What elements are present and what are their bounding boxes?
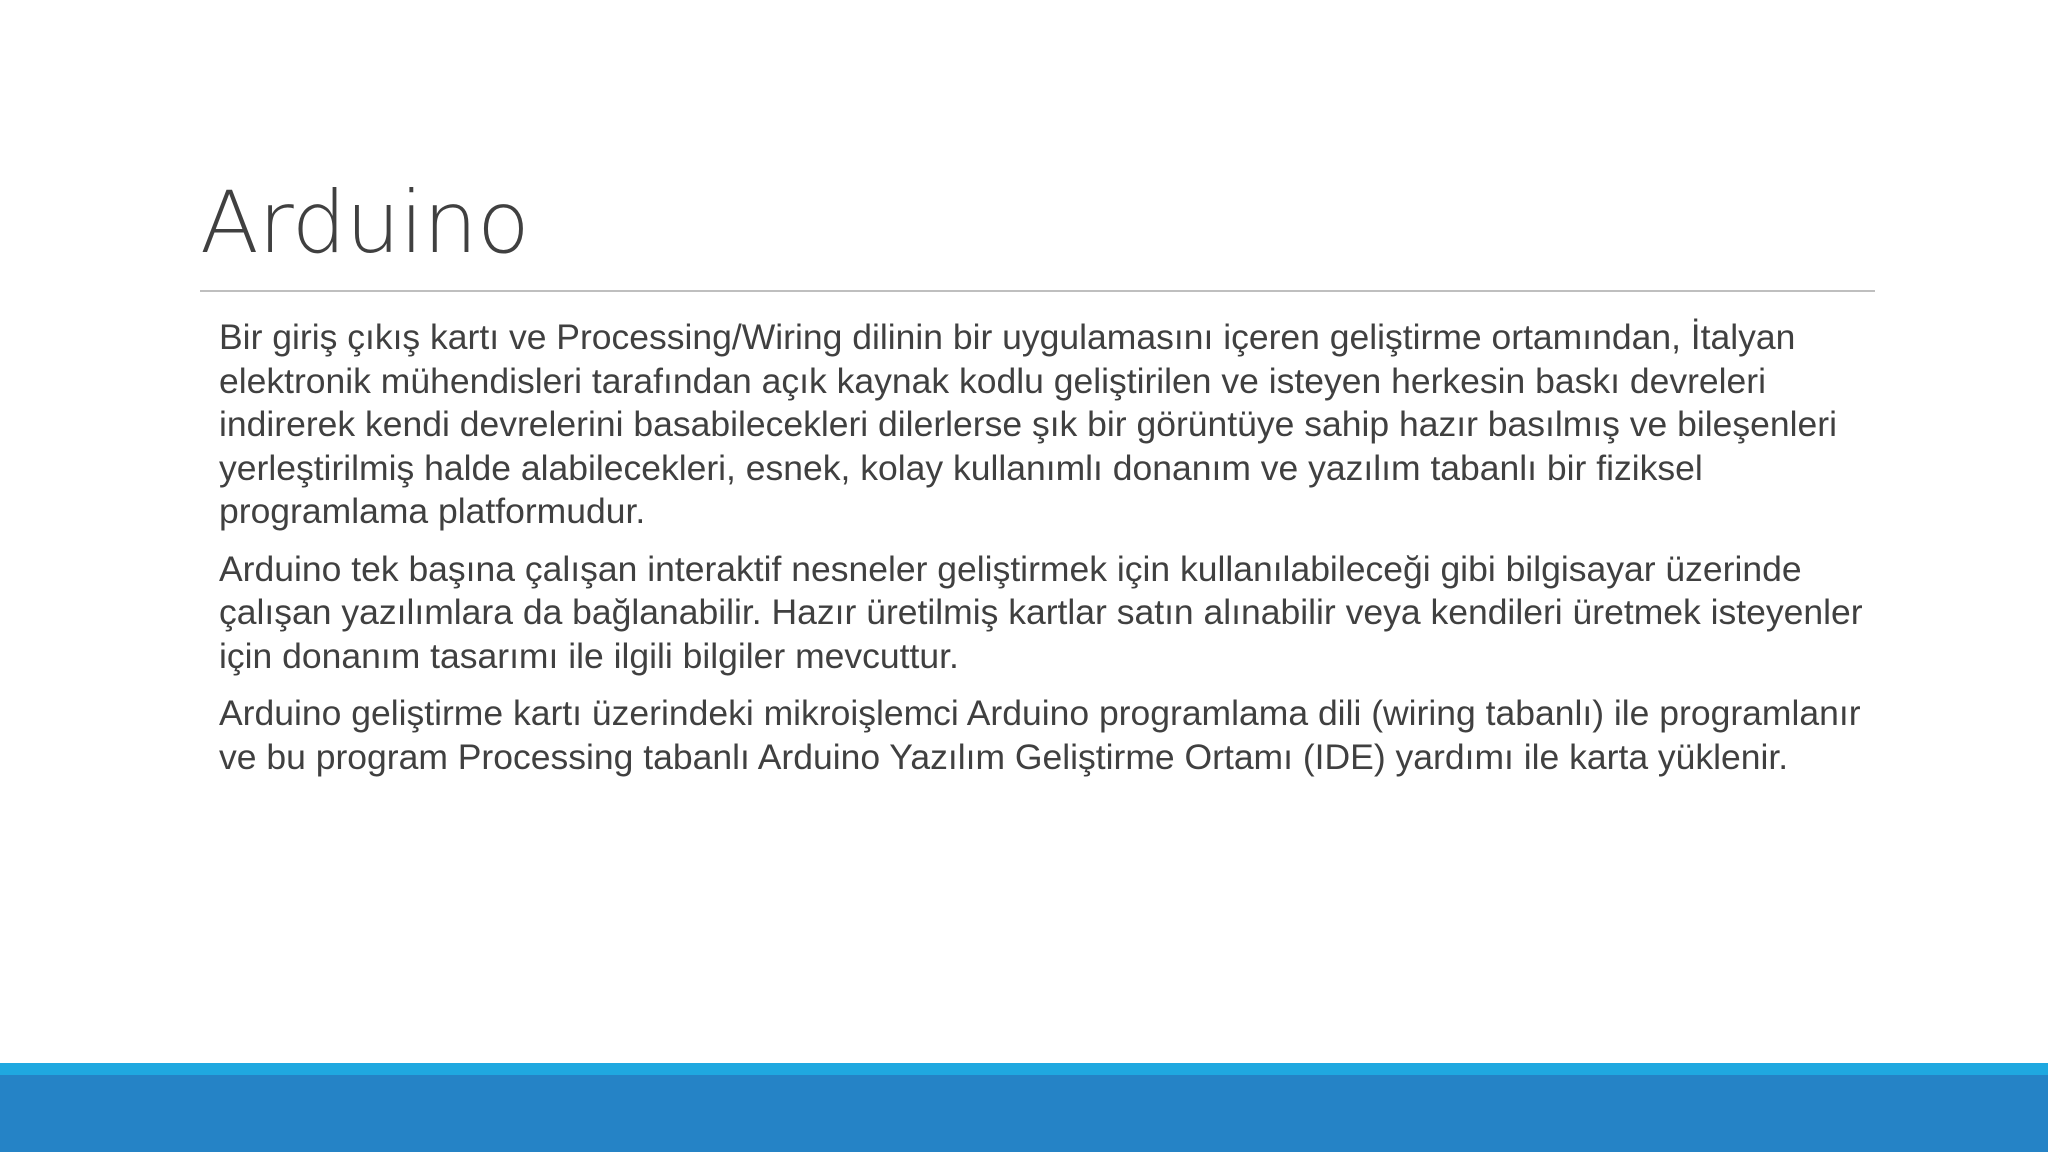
slide-title: Arduino	[200, 173, 530, 273]
footer-accent-stripe	[0, 1063, 2048, 1075]
body-paragraph-3: Arduino geliştirme kartı üzerindeki mikroişlemci Arduino programlama dili (wiring tabanlı) ile programlanır ve bu program Processing tabanlı Arduino Yazılım Geliştirme Ortamı (IDE) yardımı ile karta yüklenir.	[219, 693, 1861, 777]
title-divider	[200, 290, 1875, 292]
body-paragraph-1: Bir giriş çıkış kartı ve Processing/Wiring dilinin bir uygulamasını içeren geliştirme ortamından, İtalyan elektronik mühendisleri tarafından açık kaynak kodlu geliştirilen ve isteyen herkesin baskı devreleri indirerek kendi devrelerini basabilecekleri dilerlerse şık bir görüntüye sahip hazır basılmış ve bileşenleri yerleştirilmiş halde alabilecekleri, esnek, kolay kullanımlı donanım ve yazılım tabanlı bir fiziksel programlama platformudur.	[219, 317, 1837, 531]
body-paragraph-2: Arduino tek başına çalışan interaktif nesneler geliştirmek için kullanılabileceği gibi bilgisayar üzerinde çalışan yazılımlara da bağlanabilir. Hazır üretilmiş kartlar satın alınabilir veya kendileri üretmek isteyenler için donanım tasarımı ile ilgili bilgiler mevcuttur.	[219, 548, 1863, 676]
footer-band	[0, 1075, 2048, 1152]
slide-body	[219, 316, 1879, 793]
